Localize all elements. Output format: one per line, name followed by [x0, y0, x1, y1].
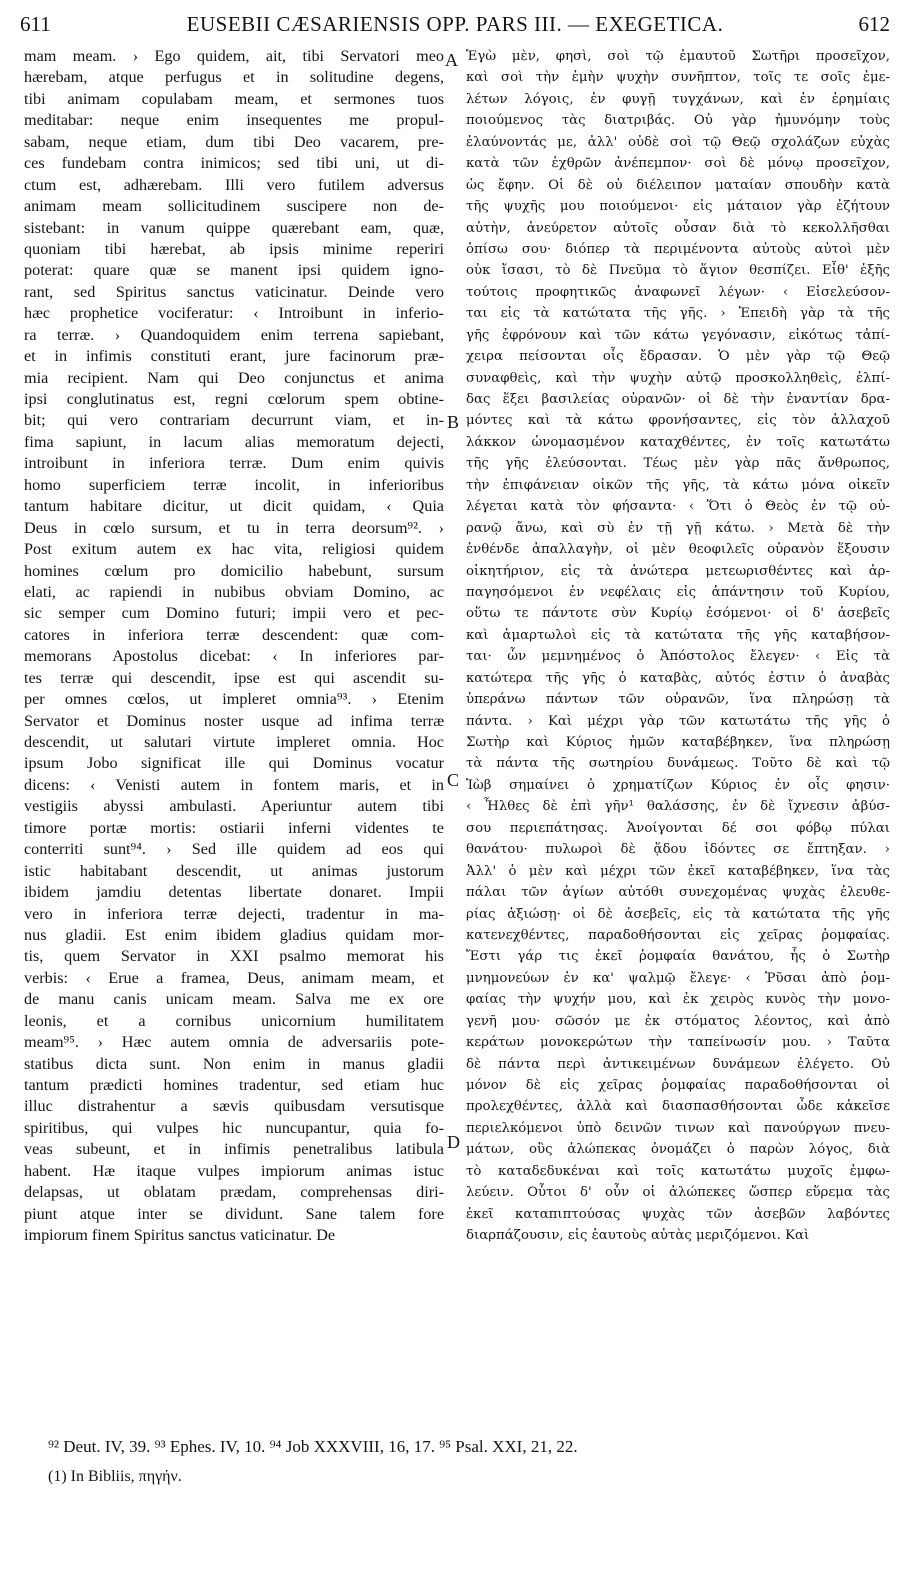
margin-marker-d: D — [447, 1132, 460, 1152]
footnote-references: ⁹² Deut. IV, 39. ⁹³ Ephes. IV, 10. ⁹⁴ Job XXXVIII, 16, 17. ⁹⁵ Psal. XXI, 21, 22. — [48, 1437, 578, 1456]
text-line: λέτων λόγοις, ἐν φυγῇ τυγχάνων, καὶ ἐν ἐρημίαις — [466, 91, 890, 107]
text-line: de manu canis unicam meam. Salva me ex ore — [24, 990, 444, 1009]
text-line: statibus dicta sunt. Non enim in manus gladii — [24, 1054, 444, 1073]
text-line: κατώτερα τῆς γῆς ὁ καταβὰς, αὐτός ἐστιν ὁ ἀναβὰς — [466, 670, 890, 686]
text-line: poterat: quare quæ se manent ipsi quidem igno- — [24, 261, 444, 280]
text-line: sabam, neque etiam, dum tibi Deo vacarem, pre- — [24, 132, 444, 151]
text-line: tes terræ qui descendit, ipse est qui ascendit su- — [24, 668, 444, 687]
text-line: οὐκ ἴσασι, τὸ δὲ Πνεῦμα τὸ ἅγιον θεσπίζει. Εἶθ' ἑξῆς — [466, 263, 890, 279]
text-line: ἐλαύνοντάς με, ἀλλ' οὐδὲ σοὶ τῷ Θεῷ σχολάζων εὐχὰς — [466, 134, 890, 150]
text-line: impiorum finem Spiritus sanctus vaticinatur. De — [24, 1226, 336, 1245]
text-line: ipsum Jobo significat ille qui Dominus vocatur — [24, 754, 444, 773]
text-line: illuc distrahentur a sævis quibusdam versutisque — [24, 1097, 444, 1116]
text-line: δὲ πάντα περὶ ἀντικειμένων δυνάμεων ἐλέγετο. Οὐ — [466, 1056, 890, 1072]
text-line: verbis: ‹ Erue a framea, Deus, animam meam, et — [24, 968, 444, 987]
text-line: περιελκόμενοι ὑπὸ δεινῶν τινων καὶ πανούργων πνευ- — [466, 1120, 890, 1136]
text-line: Ἔστι γάρ τις ἐκεῖ ῥομφαία θανάτου, ἧς ὁ Σωτὴρ — [466, 949, 890, 965]
text-line: meditabar: neque enim insequentes me propul- — [24, 111, 444, 130]
text-line: ces fundebam contra inimicos; sed tibi uni, ut di- — [24, 154, 444, 173]
text-line: μόντες καὶ τὰ κάτω φρονήσαντες, εἰς τὸν ἀλλαχοῦ — [466, 413, 890, 429]
text-line: timore portæ mortis: ostiarii inferni videntes te — [24, 818, 444, 837]
margin-marker-a: A — [445, 50, 458, 70]
running-head: EUSEBII CÆSARIENSIS OPP. PARS III. — EXEGETICA. — [186, 12, 724, 36]
text-line: κατὰ τῶν ἐχθρῶν ἀνέπεμπον· σοὶ δὲ μόνῳ προσεῖχον, — [466, 156, 890, 172]
text-line: istic habitabant descendit, ut animas justorum — [24, 861, 444, 880]
text-line: διαρπάζουσιν, εἰς ἑαυτοὺς αὐτὰς μεριζόμενοι. Καὶ — [466, 1228, 810, 1244]
text-line: elati, ac rapiendi in nubibus obviam Domino, ac — [24, 582, 444, 601]
text-line: memorans Apostolus dicebat: ‹ In inferiores par- — [24, 647, 444, 666]
text-line: τὸ καταδεδυκέναι καὶ τοῖς κατωτάτω μυχοῖς ἐμφω- — [466, 1163, 890, 1179]
text-line: homines cœlum pro domicilio habebunt, sursum — [24, 561, 444, 580]
text-line: χειρα πείσονται οἷς ἔδρασαν. Ὁ μὲν γὰρ τῷ Θεῷ — [466, 349, 890, 365]
text-line: λεύειν. Οὗτοι δ' οὖν οἱ ἀλώπεκες ὥσπερ εὕρεμα τὰς — [466, 1185, 890, 1201]
page-header — [20, 4, 890, 44]
text-line: ibidem jamdiu detentas libertate donaret. Impii — [24, 883, 444, 902]
text-line: πάντα. › Καὶ μέχρι γὰρ τῶν κατωτάτω τῆς γῆς ὁ — [466, 713, 890, 729]
text-line: dicens: ‹ Venisti autem in fontem maris, et in — [24, 775, 444, 794]
text-line: Ἐγὼ μὲν, φησὶ, σοὶ τῷ ἐμαυτοῦ Σωτῆρι προσεῖχον, — [466, 49, 890, 64]
text-line: sic semper cum Domino futuri; impii vero et pec- — [24, 604, 444, 623]
text-line: Ἀλλ' ὁ μὲν καὶ μέχρι τῶν ἐκεῖ καταβέβηκεν, ἵνα τὰς — [466, 863, 890, 879]
text-line: ἐνθένδε ἀπαλλαγὴν, οἱ μὲν θεοφιλεῖς οὐρανὸν ἕξουσιν — [466, 542, 890, 558]
text-line: homo superficiem terræ incolit, in inferioribus — [24, 475, 444, 494]
text-line: παγησόμενοι ἐν νεφέλαις εἰς ἀπάντησιν τοῦ Κυρίου, — [466, 584, 890, 600]
text-line: τὰ πάντα τῆς σωτηρίου δυνάμεως. Τοῦτο δὲ καὶ τῷ — [466, 756, 890, 772]
text-line: vestigiis abyssi ambulasti. Aperiuntur autem tibi — [24, 797, 444, 816]
text-line: Servator et Dominus noster usque ad infima terræ — [24, 711, 444, 730]
text-line: tantum prædicti homines tradentur, sed etiam huc — [24, 1076, 444, 1094]
text-line: ρίας ἀξιώσῃ· οἱ δὲ ἀσεβεῖς, εἰς τὰ κατώτατα τῆς γῆς — [466, 906, 890, 922]
text-line: Ἰὼβ σημαίνει ὁ χρηματίζων Κύριος ἐν οἷς φησιν· — [466, 777, 890, 793]
text-line: bit; qui vero contrariam decurrunt viam, et in- — [24, 411, 444, 430]
text-line: tis, quem Servator in XXI psalmo memorat his — [24, 947, 444, 966]
text-line: mam meam. › Ego quidem, ait, tibi Servatori meo — [24, 47, 444, 65]
text-line: ra terræ. › Quandoquidem enim terrena sapiebant, — [24, 325, 444, 344]
text-line: μνημονεύων ἐν κα' ψαλμῷ ἔλεγε· ‹ Ῥῦσαι ἀπὸ ῥομ- — [466, 970, 890, 986]
footnote-variant: (1) In Bibliis, πηγήν. — [48, 1468, 182, 1485]
text-line: Σωτὴρ καὶ Κύριος ἡμῶν καταβέβηκεν, ἵνα πληρώσῃ — [466, 735, 890, 750]
text-line: tantum habitare dicitur, ut dicit quidam, ‹ Quia — [24, 497, 444, 516]
text-line: sistebant: in vanum quippe quærebant eam, quæ, — [24, 218, 444, 237]
text-line: nus gladii. Est enim ibidem gladius quidam mor- — [24, 925, 444, 944]
text-line: quoniam tibi hærebat, ab ipsis minime reperiri — [24, 239, 444, 258]
text-line: piunt atque inter se dividunt. Sane talem fore — [24, 1204, 444, 1223]
text-line: ctum est, adhærebam. Illi vero futilem adversus — [24, 175, 444, 194]
text-line: τούτοις προφητικῶς ἀναφωνεῖ λέγων· ‹ Εἰσελεύσον- — [466, 284, 890, 300]
text-line: introibunt in inferiora terræ. Dum enim quivis — [24, 454, 444, 473]
text-line: καὶ ἁμαρτωλοὶ εἰς τὰ κατώτατα τῆς γῆς καταβήσον- — [466, 627, 890, 643]
margin-marker-b: B — [447, 412, 460, 432]
text-line: vero in inferiora terræ dejecti, tradentur in ma- — [24, 904, 444, 923]
text-line: ποιούμενος τὰς διατριβάς. Οὐ γὰρ ἠμυνόμην τοὺς — [466, 113, 890, 129]
text-line: rant, sed Spiritus sanctus vaticinatur. Deinde vero — [24, 282, 444, 301]
text-line: ‹ Ἦλθες δὲ ἐπὶ γῆν¹ θαλάσσης, ἐν δὲ ἴχνεσιν ἀβύσ- — [466, 799, 890, 815]
text-line: spiritibus, qui vulpes hic nuncupantur, quia fo- — [24, 1118, 444, 1137]
text-line: ται· ὧν μεμνημένος ὁ Ἀπόστολος ἔλεγεν· ‹ Εἰς τὰ — [466, 649, 890, 665]
text-line: meam⁹⁵. › Hæc autem omnia de adversariis pote- — [24, 1033, 444, 1052]
greek-column — [466, 46, 890, 1247]
text-line: λάκκον ὠνομασμένον καταχθέντες, ἐν τοῖς κατωτάτω — [466, 434, 890, 450]
text-line: τῆς ψυχῆς μου ποιούμενοι· εἰς μάταιον γὰρ ἐζήτουν — [466, 199, 890, 215]
text-line: Deus in cœlo sursum, et tu in terra deorsum⁹². › — [24, 518, 444, 537]
text-line: hæc prophetice vociferatur: ‹ Introibunt in inferio- — [24, 304, 444, 323]
text-line: προλεχθέντες, ἀλλὰ καὶ διασπασθήσονται ὧδε κἀκεῖσε — [466, 1099, 890, 1115]
text-line: hærebam, atque perfugus et in solitudine degens, — [24, 68, 444, 87]
text-line: descendit, ut salutari virtute impleret omnia. Hoc — [24, 733, 444, 751]
text-line: habent. Hæ itaque vulpes impiorum animas istuc — [24, 1161, 444, 1180]
margin-marker-c: C — [447, 770, 460, 790]
page-number-left: 611 — [20, 12, 51, 36]
text-line: ἐκεῖ καταπιπτούσας ψυχὰς τῶν ἀσεβῶν λαβόντες — [466, 1206, 890, 1222]
text-line: catores in inferiora terræ descendent: quæ com- — [24, 625, 444, 644]
text-line: veas subeunt, et in infimis penetralibus latibula — [24, 1140, 444, 1159]
text-line: τῆς γῆς ἐλεύσονται. Τέως μὲν γὰρ πᾶς ἄνθρωπος, — [466, 456, 890, 472]
text-line: οἰκητήριον, εἰς τὰ ἀνώτερα μετεωρισθέντες καὶ ἁρ- — [466, 563, 890, 579]
text-line: κατενεχθέντες, παραδοθήσονται εἰς χεῖρας ῥομφαίας. — [466, 927, 890, 943]
text-line: et in infimis constituti erant, jure facinorum præ- — [24, 347, 444, 366]
latin-column — [24, 46, 444, 1247]
text-line: οὕτω τε πάντοτε σὺν Κυρίῳ ἐσόμενοι· οἱ δ' ἀσεβεῖς — [466, 606, 890, 622]
text-line: fima sapiunt, in lacum alias memoratum dejecti, — [24, 432, 444, 451]
text-line: γενῆ μου· σῶσόν με ἐκ στόματος λέοντος, καὶ ἀπὸ — [466, 1013, 890, 1029]
text-line: δας ἕξει βασιλείας οὐρανῶν· οἱ δὲ τὴν ἐναντίαν δρα- — [466, 392, 890, 407]
text-line: φαίας τὴν ψυχήν μου, καὶ ἐκ χειρὸς κυνὸς τὴν μονο- — [466, 992, 890, 1008]
text-line: γῆς ἐφρόνουν καὶ τῶν κάτω γεγόνασιν, εἰκότως τἀπί- — [466, 327, 890, 343]
text-line: ται εἰς τὰ κατώτατα τῆς γῆς. › Ἐπειδὴ γὰρ τὰ τῆς — [466, 306, 890, 322]
text-line: συναφθεὶς, καὶ τὴν ψυχὴν αὐτῷ προσκολληθεὶς, ἐλπί- — [466, 370, 890, 386]
text-line: λέγεται κατὰ τὸν φήσαντα· ‹ Ὅτι ὁ Θεὸς ἐν τῷ οὐ- — [466, 499, 890, 515]
text-line: σου περιεπάτησας. Ἀνοίγονται δέ σοι φόβῳ πύλαι — [466, 820, 890, 836]
text-line: tibi animam copulabam meam, et sermones tuos — [24, 89, 444, 108]
text-line: θανάτου· πυλωροὶ δὲ ᾅδου ἰδόντες σε ἔπτηξαν. › — [466, 842, 890, 858]
text-line: μόνον δὲ εἰς χεῖρας ῥομφαίας παραδοθήσονται οἱ — [466, 1078, 890, 1093]
footnotes — [48, 1432, 888, 1492]
text-line: Post exitum autem ex hac vita, religiosi quidem — [24, 540, 444, 559]
text-line: ρανῷ ἄνω, καὶ σὺ ἐν τῇ γῇ κάτω. › Μετὰ δὲ τὴν — [466, 520, 890, 536]
text-line: καὶ σοὶ τὴν ἐμὴν ψυχὴν συνῆπτον, τοῖς τε σοῖς ἐμε- — [466, 70, 890, 86]
text-line: animam meam sollicitudinem suscipere non de- — [24, 197, 444, 216]
text-line: mia recipient. Nam qui Deo conjunctus et anima — [24, 368, 444, 387]
page-number-right: 612 — [858, 12, 890, 36]
text-line: ipsi conglutinatus est, regni cœlorum spem obtine- — [24, 390, 444, 408]
text-line: πάλαι τῶν ἁγίων αὐτόθι συνεχομένας ψυχὰς ἐλευθε- — [466, 885, 890, 901]
text-line: leonis, et a cornibus unicornium humilitatem — [24, 1011, 444, 1030]
text-line: ὑπεράνω πάντων τῶν οὐρανῶν, ἵνα πληρώσῃ τὰ — [466, 692, 890, 708]
text-line: ὡς ἔφην. Οἱ δὲ οὐ διέλειπον ματαίαν σπουδὴν κατὰ — [466, 177, 890, 193]
text-line: μάτων, οὓς ἀλώπεκας ὀνομάζει ὁ παρὼν λόγος, διὰ — [466, 1142, 890, 1158]
text-line: τὴν ἐπιφάνειαν οἰκῶν τῆς γῆς, τὰ κάτω μόνα οἰκεῖν — [466, 477, 890, 493]
text-line: per omnes cœlos, ut impleret omnia⁹³. › Etenim — [24, 690, 444, 709]
text-line: κεράτων μονοκερώτων τὴν ταπείνωσίν μου. › Ταῦτα — [466, 1035, 890, 1051]
text-line: αὐτὴν, ἀνεύρετον αὐτοῖς οὖσαν διὰ τὸ κεκολλῆσθαι — [466, 220, 890, 236]
text-line: ὀπίσω σου· διόπερ τὰ περιμένοντα αὐτοὺς αὐτοὶ μὲν — [466, 241, 890, 257]
text-line: delapsas, ut oblatam prædam, comprehensas diri- — [24, 1183, 444, 1202]
text-line: conterriti sunt⁹⁴. › Sed ille quidem ad eos qui — [24, 840, 444, 859]
